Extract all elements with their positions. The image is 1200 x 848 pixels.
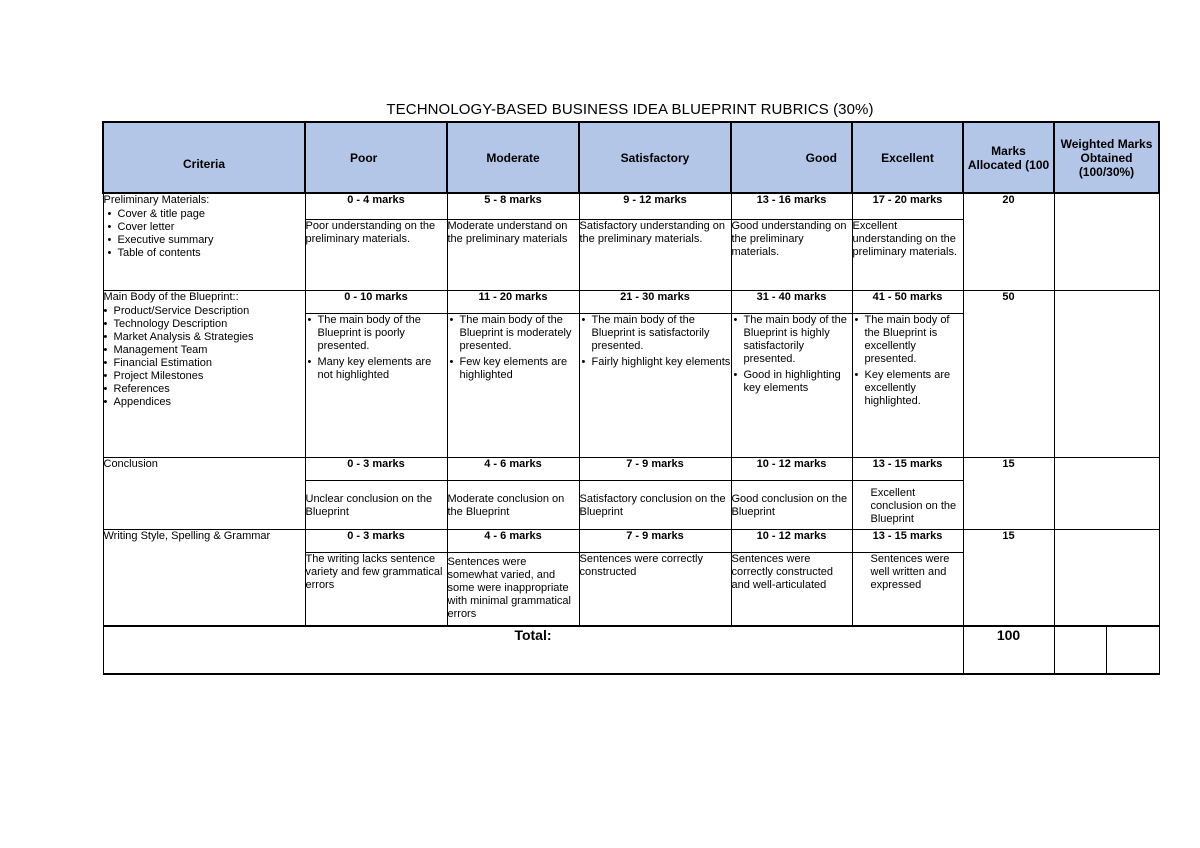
list-item: • The main body of the Blueprint is satisfactorily presented. bbox=[580, 314, 731, 353]
list-item: • Many key elements are not highlighted bbox=[306, 356, 447, 382]
mark-range: 0 - 4 marks bbox=[305, 193, 447, 219]
criteria-writing: Writing Style, Spelling & Grammar bbox=[103, 530, 305, 627]
desc-satisfactory: Satisfactory conclusion on the Blueprint bbox=[579, 481, 731, 530]
criteria-list bbox=[104, 305, 305, 409]
criteria-preliminary bbox=[103, 193, 305, 291]
list-item: • Good in highlighting key elements bbox=[732, 369, 852, 395]
list-item: • Product/Service Description bbox=[104, 305, 305, 318]
criteria-conclusion: Conclusion bbox=[103, 458, 305, 530]
mark-range: 0 - 3 marks bbox=[305, 530, 447, 553]
total-weighted-right bbox=[1107, 627, 1159, 673]
desc-moderate: Moderate understand on the preliminary materials bbox=[447, 219, 579, 290]
mark-range: 13 - 15 marks bbox=[852, 458, 963, 481]
desc-poor: Unclear conclusion on the Blueprint bbox=[305, 481, 447, 530]
list-item: • Market Analysis & Strategies bbox=[104, 331, 305, 344]
list-item: • Financial Estimation bbox=[104, 357, 305, 370]
list-item: • Management Team bbox=[104, 344, 305, 357]
mark-range: 11 - 20 marks bbox=[447, 291, 579, 314]
bullet-list bbox=[306, 314, 447, 382]
bullet-list bbox=[853, 314, 963, 408]
weighted-marks-cell bbox=[1054, 530, 1159, 627]
list-item: • Cover & title page bbox=[108, 208, 305, 221]
mark-range: 10 - 12 marks bbox=[731, 458, 852, 481]
mark-range: 17 - 20 marks bbox=[852, 193, 963, 219]
header-poor: Poor bbox=[305, 122, 447, 193]
list-item: • The main body of the Blueprint is moderately presented. bbox=[448, 314, 579, 353]
marks-allocated: 20 bbox=[963, 193, 1054, 291]
desc-moderate: Moderate conclusion on the Blueprint bbox=[447, 481, 579, 530]
total-label: Total: bbox=[103, 626, 963, 674]
header-moderate: Moderate bbox=[447, 122, 579, 193]
desc-satisfactory bbox=[579, 314, 731, 458]
header-criteria: Criteria bbox=[103, 122, 305, 193]
list-item: • The main body of the Blueprint is excellently presented. bbox=[853, 314, 963, 366]
header-good: Good bbox=[731, 122, 852, 193]
desc-moderate bbox=[447, 314, 579, 458]
criteria-title: Main Body of the Blueprint:: bbox=[103, 291, 239, 303]
list-item: • Project Milestones bbox=[104, 370, 305, 383]
weighted-marks-cell bbox=[1054, 193, 1159, 291]
list-item: • Cover letter bbox=[108, 221, 305, 234]
marks-allocated: 15 bbox=[963, 458, 1054, 530]
mark-range: 5 - 8 marks bbox=[447, 193, 579, 219]
criteria-main-body bbox=[103, 291, 305, 458]
weighted-marks-cell bbox=[1054, 458, 1159, 530]
desc-poor bbox=[305, 314, 447, 458]
list-item: • Appendices bbox=[104, 396, 305, 409]
desc-excellent: Sentences were well written and expressed bbox=[852, 553, 963, 627]
range-row-writing bbox=[103, 530, 1159, 553]
mark-range: 21 - 30 marks bbox=[579, 291, 731, 314]
mark-range: 31 - 40 marks bbox=[731, 291, 852, 314]
mark-range: 0 - 3 marks bbox=[305, 458, 447, 481]
total-weighted-split bbox=[1055, 627, 1159, 673]
mark-range: 4 - 6 marks bbox=[447, 458, 579, 481]
header-satisfactory: Satisfactory bbox=[579, 122, 731, 193]
mark-range: 13 - 16 marks bbox=[731, 193, 852, 219]
desc-good bbox=[731, 314, 852, 458]
list-item: • References bbox=[104, 383, 305, 396]
marks-allocated: 50 bbox=[963, 291, 1054, 458]
list-item: • Fairly highlight key elements bbox=[580, 356, 731, 369]
desc-excellent bbox=[852, 314, 963, 458]
bullet-list bbox=[448, 314, 579, 382]
header-excellent: Excellent bbox=[852, 122, 963, 193]
range-row-preliminary bbox=[103, 193, 1159, 219]
marks-allocated: 15 bbox=[963, 530, 1054, 627]
desc-excellent: Excellent conclusion on the Blueprint bbox=[852, 481, 963, 530]
criteria-title: Preliminary Materials: bbox=[103, 194, 210, 206]
total-value: 100 bbox=[963, 626, 1054, 674]
total-weighted-left bbox=[1055, 627, 1108, 673]
mark-range: 13 - 15 marks bbox=[852, 530, 963, 553]
bullet-list bbox=[580, 314, 731, 369]
total-weighted-cell bbox=[1054, 626, 1159, 674]
mark-range: 41 - 50 marks bbox=[852, 291, 963, 314]
weighted-marks-cell bbox=[1054, 291, 1159, 458]
range-row-conclusion bbox=[103, 458, 1159, 481]
document-title: TECHNOLOGY-BASED BUSINESS IDEA BLUEPRINT RUBRICS (30%) bbox=[386, 101, 874, 118]
total-row bbox=[103, 626, 1159, 674]
mark-range: 7 - 9 marks bbox=[579, 458, 731, 481]
rubric-table bbox=[102, 121, 1160, 675]
desc-satisfactory: Sentences were correctly constructed bbox=[579, 553, 731, 627]
list-item: • Executive summary bbox=[108, 234, 305, 247]
desc-excellent: Excellent understanding on the preliminary materials. bbox=[852, 219, 963, 290]
mark-range: 0 - 10 marks bbox=[305, 291, 447, 314]
mark-range: 7 - 9 marks bbox=[579, 530, 731, 553]
header-marks-allocated: Marks Allocated (100 bbox=[963, 122, 1054, 193]
desc-poor: Poor understanding on the preliminary materials. bbox=[305, 219, 447, 290]
mark-range: 10 - 12 marks bbox=[731, 530, 852, 553]
desc-good: Sentences were correctly constructed and well-articulated bbox=[731, 553, 852, 627]
range-row-main-body bbox=[103, 291, 1159, 314]
criteria-list bbox=[104, 208, 305, 260]
list-item: • The main body of the Blueprint is poorly presented. bbox=[306, 314, 447, 353]
desc-good: Good conclusion on the Blueprint bbox=[731, 481, 852, 530]
header-weighted-marks: Weighted Marks Obtained (100/30%) bbox=[1054, 122, 1159, 193]
list-item: • The main body of the Blueprint is highly satisfactorily presented. bbox=[732, 314, 852, 366]
desc-moderate: Sentences were somewhat varied, and some were inappropriate with minimal grammatical errors bbox=[447, 553, 579, 627]
desc-poor: The writing lacks sentence variety and few grammatical errors bbox=[305, 553, 447, 627]
header-row bbox=[103, 122, 1159, 193]
mark-range: 9 - 12 marks bbox=[579, 193, 731, 219]
desc-satisfactory: Satisfactory understanding on the preliminary materials. bbox=[579, 219, 731, 290]
list-item: • Technology Description bbox=[104, 318, 305, 331]
list-item: • Few key elements are highlighted bbox=[448, 356, 579, 382]
bullet-list bbox=[732, 314, 852, 395]
desc-good: Good understanding on the preliminary materials. bbox=[731, 219, 852, 290]
list-item: • Table of contents bbox=[108, 247, 305, 260]
mark-range: 4 - 6 marks bbox=[447, 530, 579, 553]
list-item: • Key elements are excellently highlighted. bbox=[853, 369, 963, 408]
